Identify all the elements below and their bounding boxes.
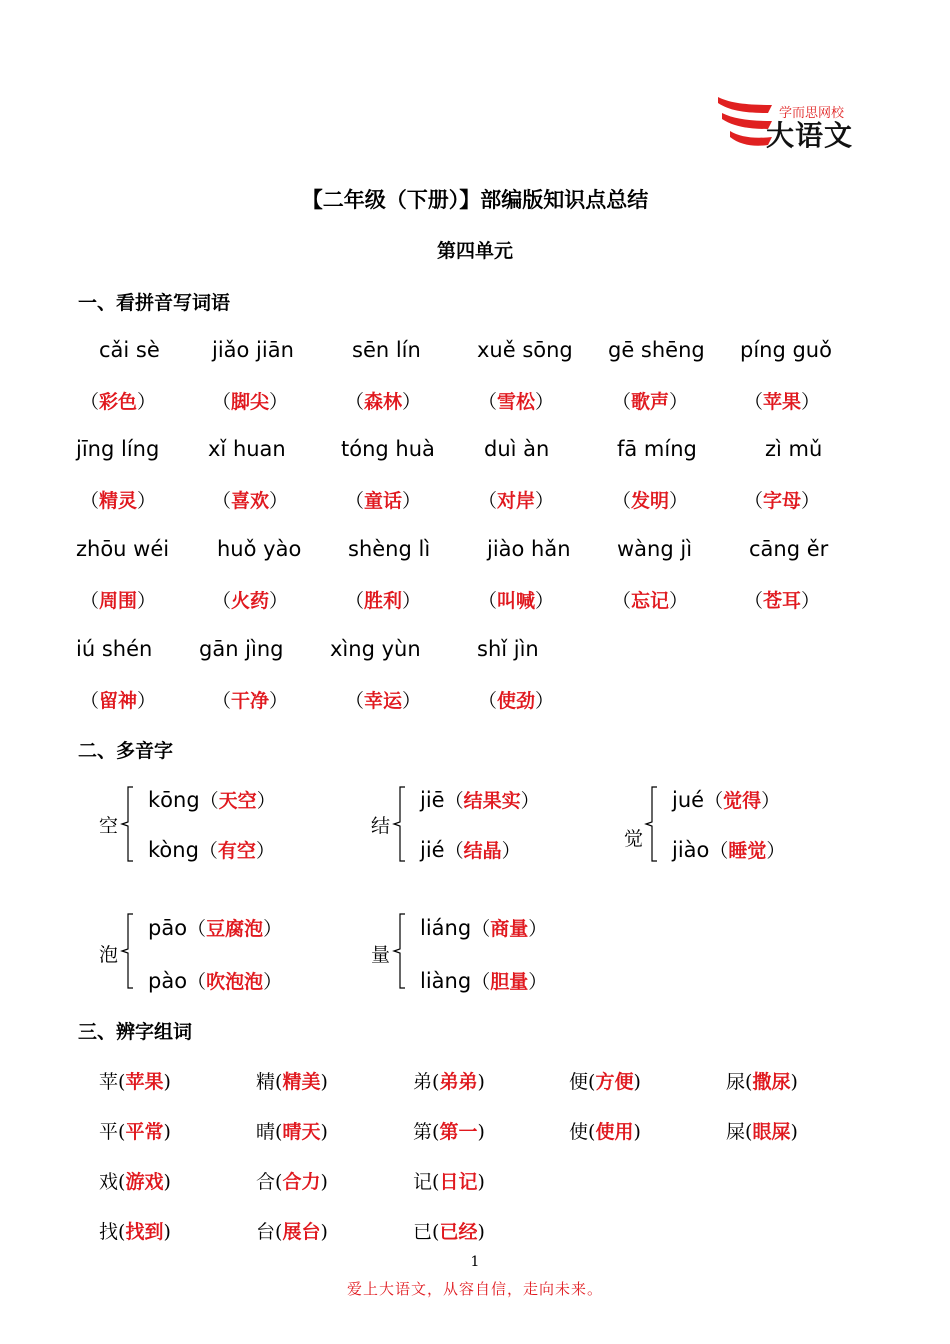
close-paren: ) xyxy=(163,1221,171,1243)
compound-word: 方便 xyxy=(595,1071,634,1093)
answer-word xyxy=(212,387,288,414)
open-paren: （ xyxy=(709,840,729,862)
polyphone-char: 泡 xyxy=(99,944,119,966)
open-paren: （ xyxy=(704,790,724,812)
open-paren: （ xyxy=(80,391,100,413)
compound-word: 合力 xyxy=(282,1171,321,1193)
pinyin-text: jīng líng xyxy=(76,437,160,461)
reading-word: 吹泡泡 xyxy=(206,971,264,993)
close-paren: ) xyxy=(790,1071,798,1093)
compound-word: 找到 xyxy=(125,1221,164,1243)
section3-heading: 三、辨字组词 xyxy=(78,1021,193,1043)
polyphone-reading xyxy=(420,836,521,863)
answer-text: 彩色 xyxy=(99,391,138,413)
answer-text: 脚尖 xyxy=(231,391,270,413)
close-paren: ) xyxy=(790,1121,798,1143)
pinyin-text: xǐ huan xyxy=(208,437,286,461)
open-paren: （ xyxy=(478,490,498,512)
open-paren: （ xyxy=(444,790,464,812)
compound-word: 眼屎 xyxy=(752,1121,791,1143)
open-paren: ( xyxy=(432,1121,440,1143)
close-paren: ） xyxy=(801,590,821,612)
close-paren: ) xyxy=(320,1071,328,1093)
close-paren: ） xyxy=(535,391,555,413)
close-paren: ） xyxy=(501,840,521,862)
distinguish-item xyxy=(413,1217,485,1244)
close-paren: ） xyxy=(402,490,422,512)
base-char: 戏 xyxy=(99,1171,119,1193)
open-paren: ( xyxy=(275,1171,283,1193)
close-paren: ） xyxy=(535,490,555,512)
brace-icon xyxy=(392,913,406,989)
close-paren: ） xyxy=(137,590,157,612)
open-paren: ( xyxy=(118,1221,126,1243)
open-paren: ( xyxy=(432,1071,440,1093)
reading-pinyin: liàng xyxy=(420,969,472,993)
open-paren: （ xyxy=(478,590,498,612)
close-paren: ） xyxy=(669,590,689,612)
answer-word xyxy=(80,486,156,513)
reading-pinyin: pāo xyxy=(148,916,188,940)
close-paren: ） xyxy=(269,690,289,712)
open-paren: （ xyxy=(471,971,491,993)
close-paren: ) xyxy=(633,1121,641,1143)
pinyin-text: cǎi sè xyxy=(99,338,160,362)
close-paren: ) xyxy=(163,1171,171,1193)
pinyin-text: sēn lín xyxy=(352,338,421,362)
open-paren: （ xyxy=(744,490,764,512)
open-paren: （ xyxy=(478,690,498,712)
close-paren: ） xyxy=(269,590,289,612)
open-paren: （ xyxy=(80,490,100,512)
open-paren: （ xyxy=(612,490,632,512)
answer-text: 苹果 xyxy=(763,391,802,413)
answer-word xyxy=(212,586,288,613)
reading-word: 胆量 xyxy=(490,971,529,993)
polyphone-reading xyxy=(148,914,282,941)
compound-word: 弟弟 xyxy=(439,1071,478,1093)
open-paren: （ xyxy=(212,490,232,512)
compound-word: 精美 xyxy=(282,1071,321,1093)
close-paren: ） xyxy=(535,590,555,612)
pinyin-text: fā míng xyxy=(617,437,697,461)
base-char: 第 xyxy=(413,1121,433,1143)
open-paren: （ xyxy=(80,590,100,612)
answer-word xyxy=(478,686,554,713)
answer-text: 火药 xyxy=(231,590,270,612)
open-paren: （ xyxy=(212,690,232,712)
compound-word: 使用 xyxy=(595,1121,634,1143)
pinyin-text: píng guǒ xyxy=(740,338,832,362)
close-paren: ) xyxy=(633,1071,641,1093)
open-paren: （ xyxy=(471,918,491,940)
open-paren: ( xyxy=(588,1071,596,1093)
open-paren: （ xyxy=(345,590,365,612)
polyphone-reading xyxy=(420,967,547,994)
base-char: 精 xyxy=(256,1071,276,1093)
polyphone-reading xyxy=(420,914,547,941)
pinyin-text: iú shén xyxy=(76,637,153,661)
open-paren: ( xyxy=(745,1071,753,1093)
close-paren: ） xyxy=(520,790,540,812)
close-paren: ) xyxy=(320,1171,328,1193)
open-paren: （ xyxy=(744,590,764,612)
answer-text: 胜利 xyxy=(364,590,403,612)
close-paren: ) xyxy=(320,1121,328,1143)
brace-icon xyxy=(120,913,134,989)
pinyin-text: shǐ jìn xyxy=(477,637,539,661)
answer-word xyxy=(744,486,820,513)
answer-text: 字母 xyxy=(763,490,802,512)
open-paren: （ xyxy=(212,391,232,413)
distinguish-item xyxy=(413,1117,485,1144)
pinyin-text: wàng jì xyxy=(617,537,693,561)
logo-title: 大语文 xyxy=(766,119,854,152)
brace-icon xyxy=(120,786,134,862)
distinguish-item xyxy=(256,1117,328,1144)
base-char: 晴 xyxy=(256,1121,276,1143)
answer-text: 忘记 xyxy=(631,590,670,612)
base-char: 记 xyxy=(413,1171,433,1193)
section2-heading: 二、多音字 xyxy=(78,740,174,762)
answer-text: 雪松 xyxy=(497,391,536,413)
base-char: 已 xyxy=(413,1221,433,1243)
open-paren: （ xyxy=(744,391,764,413)
open-paren: （ xyxy=(212,590,232,612)
polyphone-char: 结 xyxy=(371,815,391,837)
close-paren: ） xyxy=(137,690,157,712)
answer-word xyxy=(612,586,688,613)
footer-slogan: 爱上大语文，从容自信，走向未来。 xyxy=(346,1280,603,1298)
polyphone-reading xyxy=(148,836,275,863)
close-paren: ） xyxy=(669,391,689,413)
answer-text: 对岸 xyxy=(497,490,536,512)
close-paren: ） xyxy=(256,790,276,812)
answer-word xyxy=(612,387,688,414)
reading-word: 结晶 xyxy=(463,840,502,862)
close-paren: ） xyxy=(761,790,781,812)
answer-word xyxy=(345,586,421,613)
reading-pinyin: jiē xyxy=(420,788,445,812)
polyphone-char: 量 xyxy=(371,944,391,966)
page-subtitle: 第四单元 xyxy=(436,240,513,262)
answer-text: 幸运 xyxy=(364,690,403,712)
page-number: 1 xyxy=(470,1254,480,1270)
distinguish-item xyxy=(569,1117,641,1144)
open-paren: （ xyxy=(345,690,365,712)
close-paren: ） xyxy=(535,690,555,712)
pinyin-text: shèng lì xyxy=(348,537,431,561)
base-char: 便 xyxy=(569,1071,589,1093)
close-paren: ） xyxy=(137,490,157,512)
compound-word: 游戏 xyxy=(125,1171,164,1193)
polyphone-reading xyxy=(148,967,282,994)
close-paren: ) xyxy=(163,1071,171,1093)
close-paren: ） xyxy=(801,391,821,413)
close-paren: ) xyxy=(320,1221,328,1243)
answer-word xyxy=(345,486,421,513)
pinyin-text: jiào hǎn xyxy=(487,537,571,561)
compound-word: 日记 xyxy=(439,1171,478,1193)
answer-word xyxy=(478,586,554,613)
close-paren: ） xyxy=(402,690,422,712)
answer-word xyxy=(744,586,820,613)
close-paren: ) xyxy=(477,1121,485,1143)
open-paren: ( xyxy=(588,1121,596,1143)
answer-word xyxy=(80,387,156,414)
distinguish-item xyxy=(569,1067,641,1094)
answer-word xyxy=(612,486,688,513)
close-paren: ) xyxy=(163,1121,171,1143)
open-paren: （ xyxy=(187,918,207,940)
open-paren: （ xyxy=(612,391,632,413)
open-paren: （ xyxy=(345,391,365,413)
close-paren: ） xyxy=(269,391,289,413)
base-char: 平 xyxy=(99,1121,119,1143)
close-paren: ） xyxy=(766,840,786,862)
polyphone-char: 觉 xyxy=(624,828,644,850)
pinyin-text: cāng ěr xyxy=(749,537,829,561)
open-paren: （ xyxy=(612,590,632,612)
open-paren: （ xyxy=(187,971,207,993)
answer-text: 精灵 xyxy=(99,490,138,512)
answer-word xyxy=(478,486,554,513)
answer-text: 森林 xyxy=(364,391,403,413)
open-paren: （ xyxy=(345,490,365,512)
open-paren: （ xyxy=(444,840,464,862)
open-paren: ( xyxy=(432,1171,440,1193)
reading-word: 豆腐泡 xyxy=(206,918,264,940)
compound-word: 撒尿 xyxy=(752,1071,791,1093)
close-paren: ） xyxy=(801,490,821,512)
close-paren: ） xyxy=(255,840,275,862)
reading-word: 睡觉 xyxy=(728,840,767,862)
reading-pinyin: liáng xyxy=(420,916,472,940)
compound-word: 晴天 xyxy=(282,1121,321,1143)
distinguish-item xyxy=(413,1167,485,1194)
answer-text: 叫喊 xyxy=(497,590,536,612)
distinguish-item xyxy=(256,1217,328,1244)
open-paren: ( xyxy=(275,1221,283,1243)
open-paren: ( xyxy=(432,1221,440,1243)
pinyin-text: gē shēng xyxy=(608,338,705,362)
pinyin-text: duì àn xyxy=(484,437,550,461)
reading-word: 觉得 xyxy=(723,790,762,812)
brace-icon xyxy=(392,786,406,862)
compound-word: 平常 xyxy=(125,1121,164,1143)
answer-text: 发明 xyxy=(631,490,670,512)
compound-word: 第一 xyxy=(439,1121,478,1143)
distinguish-item xyxy=(99,1167,171,1194)
answer-text: 干净 xyxy=(231,690,270,712)
close-paren: ） xyxy=(528,918,548,940)
polyphone-reading xyxy=(148,786,276,813)
reading-pinyin: jué xyxy=(672,788,705,812)
brace-icon xyxy=(644,786,658,862)
close-paren: ） xyxy=(528,971,548,993)
answer-text: 喜欢 xyxy=(231,490,270,512)
answer-text: 童话 xyxy=(364,490,403,512)
polyphone-reading xyxy=(420,786,540,813)
base-char: 苹 xyxy=(99,1071,119,1093)
reading-pinyin: pào xyxy=(148,969,188,993)
open-paren: ( xyxy=(275,1071,283,1093)
close-paren: ） xyxy=(269,490,289,512)
pinyin-text: tóng huà xyxy=(341,437,435,461)
answer-text: 周围 xyxy=(99,590,138,612)
reading-word: 商量 xyxy=(490,918,529,940)
pinyin-text: xìng yùn xyxy=(330,637,421,661)
close-paren: ） xyxy=(137,391,157,413)
polyphone-reading xyxy=(672,836,785,863)
close-paren: ) xyxy=(477,1071,485,1093)
reading-pinyin: kōng xyxy=(148,788,200,812)
open-paren: （ xyxy=(199,790,219,812)
base-char: 屎 xyxy=(726,1121,746,1143)
distinguish-item xyxy=(726,1117,798,1144)
open-paren: （ xyxy=(478,391,498,413)
pinyin-text: huǒ yào xyxy=(217,537,302,561)
close-paren: ) xyxy=(477,1221,485,1243)
close-paren: ） xyxy=(263,971,283,993)
close-paren: ) xyxy=(477,1171,485,1193)
answer-word xyxy=(345,387,421,414)
distinguish-item xyxy=(99,1217,171,1244)
reading-word: 结果实 xyxy=(463,790,521,812)
open-paren: ( xyxy=(118,1071,126,1093)
answer-text: 苍耳 xyxy=(763,590,802,612)
pinyin-text: jiǎo jiān xyxy=(212,338,294,362)
answer-word xyxy=(212,686,288,713)
distinguish-item xyxy=(726,1067,798,1094)
open-paren: ( xyxy=(118,1121,126,1143)
section1-heading: 一、看拼音写词语 xyxy=(78,292,231,314)
base-char: 尿 xyxy=(726,1071,746,1093)
pinyin-text: xuě sōng xyxy=(477,338,573,362)
answer-word xyxy=(212,486,288,513)
base-char: 台 xyxy=(256,1221,276,1243)
pinyin-text: gān jìng xyxy=(199,637,284,661)
reading-word: 天空 xyxy=(218,790,257,812)
answer-text: 歌声 xyxy=(631,391,670,413)
polyphone-char: 空 xyxy=(99,815,119,837)
base-char: 合 xyxy=(256,1171,276,1193)
reading-pinyin: kòng xyxy=(148,838,199,862)
distinguish-item xyxy=(256,1167,328,1194)
base-char: 弟 xyxy=(413,1071,433,1093)
open-paren: （ xyxy=(80,690,100,712)
reading-pinyin: jié xyxy=(420,838,445,862)
answer-word xyxy=(80,686,156,713)
pinyin-text: zhōu wéi xyxy=(76,537,170,561)
answer-word xyxy=(744,387,820,414)
polyphone-reading xyxy=(672,786,780,813)
answer-text: 留神 xyxy=(99,690,138,712)
close-paren: ） xyxy=(669,490,689,512)
close-paren: ） xyxy=(402,391,422,413)
page-title: 【二年级（下册）】部编版知识点总结 xyxy=(301,187,649,212)
distinguish-item xyxy=(99,1067,171,1094)
close-paren: ） xyxy=(263,918,283,940)
base-char: 找 xyxy=(99,1221,119,1243)
logo-subtitle: 学而思网校 xyxy=(779,106,845,121)
compound-word: 苹果 xyxy=(125,1071,164,1093)
open-paren: ( xyxy=(275,1121,283,1143)
open-paren: ( xyxy=(118,1171,126,1193)
answer-text: 使劲 xyxy=(497,690,536,712)
answer-word xyxy=(80,586,156,613)
open-paren: （ xyxy=(198,840,218,862)
close-paren: ） xyxy=(402,590,422,612)
compound-word: 已经 xyxy=(439,1221,478,1243)
base-char: 使 xyxy=(569,1121,589,1143)
distinguish-item xyxy=(256,1067,328,1094)
answer-word xyxy=(345,686,421,713)
distinguish-item xyxy=(99,1117,171,1144)
reading-word: 有空 xyxy=(217,840,256,862)
answer-word xyxy=(478,387,554,414)
distinguish-item xyxy=(413,1067,485,1094)
open-paren: ( xyxy=(745,1121,753,1143)
compound-word: 展台 xyxy=(282,1221,321,1243)
reading-pinyin: jiào xyxy=(672,838,710,862)
pinyin-text: zì mǔ xyxy=(765,437,823,461)
